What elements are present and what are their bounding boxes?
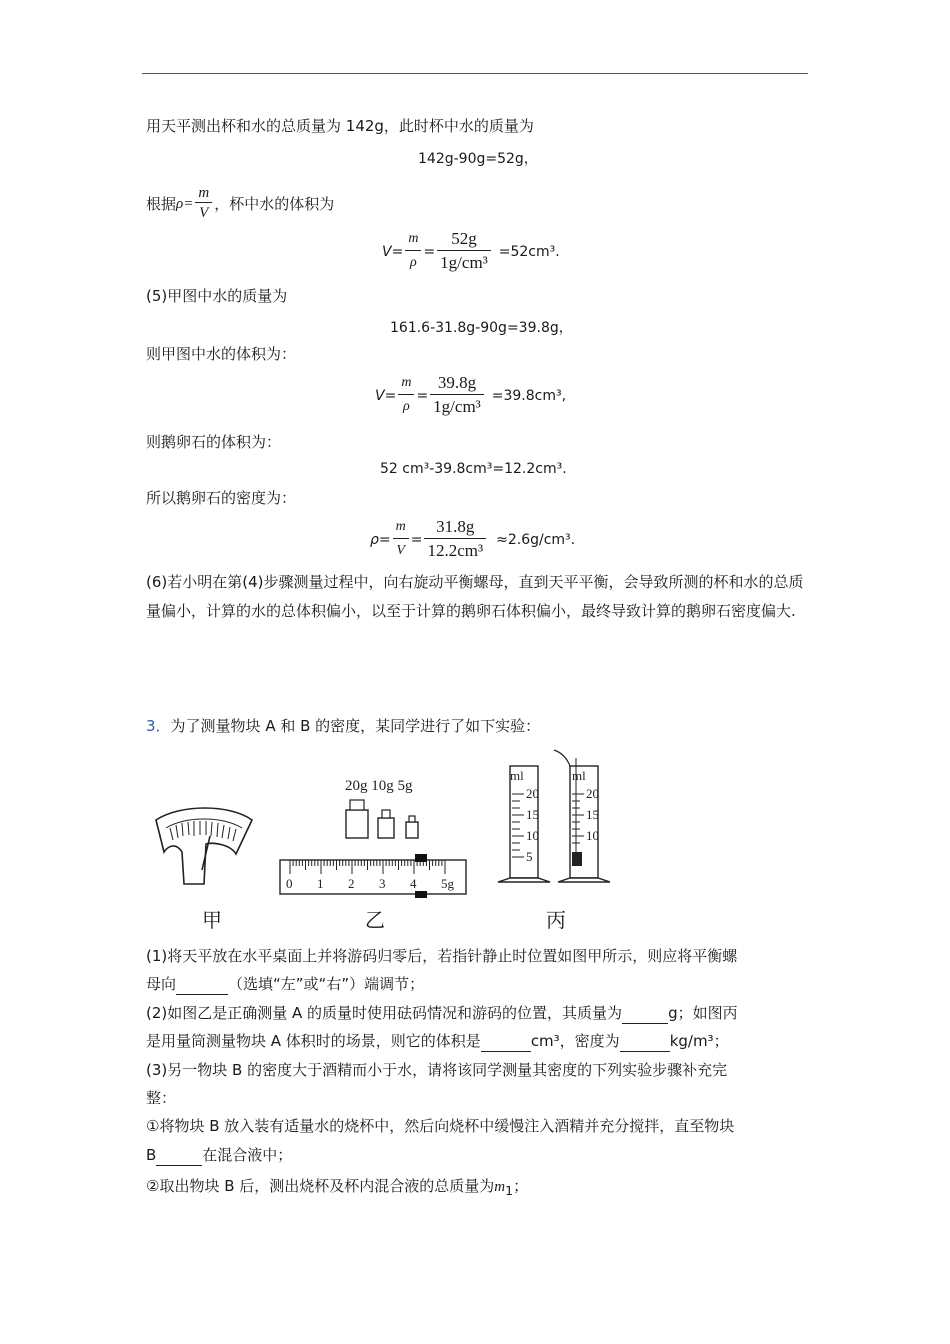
volume-equation-1: V= $\frac{m}{\rho}$ = $\frac{52g}{\text{1g/cm³}}$ =52cm³. [382, 229, 560, 272]
header-rule [142, 73, 808, 74]
answer-blank[interactable] [176, 974, 228, 995]
calc-line: 142g-90g=52g， [418, 151, 538, 167]
question-part-3-cont: 整： [146, 1089, 177, 1107]
ruler-label: 5g [441, 876, 454, 891]
question-part-2: (2)如图乙是正确测量 A 的质量时使用砝码情况和游码的位置，其质量为 g；如图丙 [146, 1004, 738, 1022]
solution-line: 则鹅卵石的体积为： [146, 433, 282, 451]
svg-text:10: 10 [586, 828, 599, 843]
solution-line: 用天平测出杯和水的总质量为 142g，此时杯中水的质量为 [146, 117, 534, 135]
calc-line: 161.6-31.8g-90g=39.8g， [390, 320, 573, 336]
svg-text:20g 10g 5g: 20g 10g 5g [345, 778, 413, 794]
figure-caption-jia: 甲 [202, 908, 222, 932]
ruler-label: 0 [286, 876, 293, 891]
ruler-label: 4 [410, 876, 417, 891]
question-part-1-cont: 母向 （选填“左”或“右”）端调节； [146, 975, 425, 993]
explanation-paragraph: (6)若小明在第(4)步骤测量过程中，向右旋动平衡螺母，直到天平平衡，会导致所测的杯和水的总质量偏小，计算的水的总体积偏小，以至于计算的鹅卵石体积偏小，最终导致计算的鹅卵石密度偏大. [146, 573, 804, 620]
answer-blank[interactable] [481, 1031, 531, 1052]
solution-line: (5)甲图中水的质量为 [146, 287, 288, 305]
svg-text:20: 20 [526, 786, 539, 801]
weights-and-ruler-figure [280, 778, 466, 898]
step-2: ②取出物块 B 后，测出烧杯及杯内混合液的总质量为$m_1$； [146, 1177, 529, 1198]
balance-dial-figure [156, 808, 252, 884]
step-1: ①将物块 B 放入装有适量水的烧杯中，然后向烧杯中缓慢注入酒精并充分搅拌，直至物块 [146, 1117, 735, 1135]
solution-line: 所以鹅卵石的密度为： [146, 489, 297, 507]
question-part-3: (3)另一物块 B 的密度大于酒精而小于水，请将该同学测量其密度的下列实验步骤补充完 [146, 1061, 728, 1079]
svg-text:15: 15 [526, 807, 539, 822]
ruler-label: 2 [348, 876, 355, 891]
volume-equation-2: V= $\frac{m}{\rho}$ = $\frac{39.8g}{\text{1g/cm³}}$ =39.8cm³, [375, 373, 567, 416]
calc-line: 52 cm³-39.8cm³=12.2cm³. [380, 461, 567, 477]
svg-text:15: 15 [586, 807, 599, 822]
step-1-cont: B 在混合液中； [146, 1146, 293, 1164]
density-fraction: $\frac{m}{V}$ [195, 184, 212, 223]
solution-line: 则甲图中水的体积为： [146, 345, 297, 363]
answer-blank[interactable] [622, 1003, 668, 1024]
experiment-figures [140, 748, 610, 898]
answer-blank[interactable] [620, 1031, 670, 1052]
figure-caption-bing: 丙 [546, 908, 566, 932]
svg-text:20: 20 [586, 786, 599, 801]
density-equation: ρ= $\frac{m}{V}$ = $\frac{31.8g}{\text{12.2cm³}}$ ≈2.6g/cm³. [370, 517, 576, 560]
ruler-label: 3 [379, 876, 386, 891]
svg-text:ml: ml [510, 768, 524, 783]
figure-caption-yi: 乙 [365, 908, 385, 932]
question-part-1: (1)将天平放在水平桌面上并将游码归零后，若指针静止时位置如图甲所示，则应将平衡螺 [146, 947, 738, 965]
question-intro: 3．为了测量物块 A 和 B 的密度，某同学进行了如下实验： [146, 717, 541, 735]
svg-text:5: 5 [526, 849, 533, 864]
question-part-2-cont: 是用量筒测量物块 A 体积时的场景，则它的体积是 cm³，密度为 kg/m³； [146, 1032, 729, 1050]
svg-text:ml: ml [572, 768, 586, 783]
question-number: 3． [146, 717, 171, 735]
density-formula-line: 根据 ρ= $\frac{m}{V}$ ，杯中水的体积为 [146, 185, 335, 221]
answer-blank[interactable] [156, 1145, 202, 1166]
ruler-label: 1 [317, 876, 324, 891]
graduated-cylinders-figure [498, 750, 610, 882]
svg-text:10: 10 [526, 828, 539, 843]
